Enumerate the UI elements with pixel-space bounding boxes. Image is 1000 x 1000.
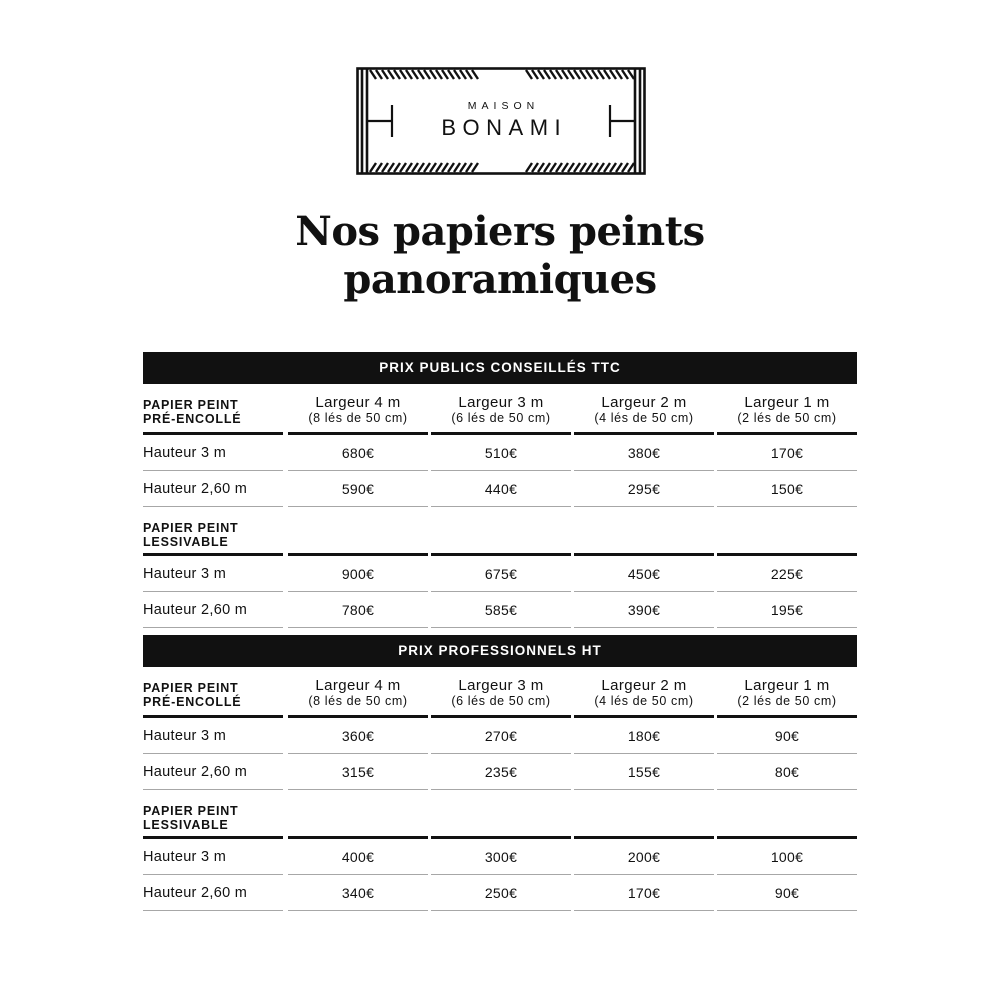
- row-label: Hauteur 2,60 m: [143, 602, 248, 618]
- price-cell: 450€: [627, 566, 661, 582]
- price-cell: 590€: [341, 481, 375, 497]
- group-name-line2: PRÉ-ENCOLLÉ: [143, 695, 242, 709]
- row-rule: [717, 874, 857, 875]
- group-name: [143, 804, 239, 832]
- group-rule: [143, 715, 283, 718]
- column-header: [574, 395, 714, 425]
- page-title-line1: Nos papiers peints: [295, 208, 705, 255]
- column-width-label: Largeur 1 m: [744, 677, 830, 694]
- price-cell: 340€: [341, 885, 375, 901]
- column-width-label: Largeur 4 m: [315, 394, 401, 411]
- column-width-sub: (8 lés de 50 cm): [308, 411, 408, 425]
- group-name-line1: PAPIER PEINT: [143, 804, 239, 818]
- row-rule: [717, 470, 857, 471]
- row-rule: [288, 470, 428, 471]
- price-cell: 225€: [770, 566, 804, 582]
- row-rule: [431, 753, 571, 754]
- row-rule: [431, 627, 571, 628]
- price-cell: 180€: [627, 728, 661, 744]
- row-rule: [717, 910, 857, 911]
- row-rule: [431, 874, 571, 875]
- row-rule: [431, 470, 571, 471]
- column-rule: [574, 432, 714, 435]
- row-label: Hauteur 3 m: [143, 445, 227, 461]
- price-cell: 150€: [770, 481, 804, 497]
- column-width-sub: (8 lés de 50 cm): [308, 694, 408, 708]
- section-header: PRIX PROFESSIONNELS HT: [143, 635, 857, 667]
- column-header: [717, 678, 857, 708]
- column-width-label: Largeur 3 m: [458, 677, 544, 694]
- row-rule: [288, 874, 428, 875]
- price-cell: 270€: [484, 728, 518, 744]
- row-rule: [431, 506, 571, 507]
- column-header: [431, 395, 571, 425]
- price-cell: 100€: [770, 849, 804, 865]
- price-cell: 80€: [774, 764, 800, 780]
- price-cell: 400€: [341, 849, 375, 865]
- price-cell: 315€: [341, 764, 375, 780]
- group-name: [143, 521, 239, 549]
- column-rule: [288, 553, 428, 556]
- row-rule: [717, 789, 857, 790]
- row-rule: [717, 506, 857, 507]
- price-cell: 250€: [484, 885, 518, 901]
- row-label: Hauteur 3 m: [143, 728, 227, 744]
- column-rule: [574, 553, 714, 556]
- row-label: Hauteur 2,60 m: [143, 885, 248, 901]
- price-cell: 675€: [484, 566, 518, 582]
- column-width-label: Largeur 4 m: [315, 677, 401, 694]
- row-rule: [574, 753, 714, 754]
- price-cell: 90€: [774, 885, 800, 901]
- column-rule: [288, 715, 428, 718]
- row-rule: [574, 627, 714, 628]
- price-cell: 295€: [627, 481, 661, 497]
- column-width-sub: (2 lés de 50 cm): [737, 694, 837, 708]
- brand-logo: [356, 67, 646, 175]
- row-rule: [288, 591, 428, 592]
- column-width-sub: (6 lés de 50 cm): [451, 411, 551, 425]
- row-rule: [143, 874, 283, 875]
- price-cell: 235€: [484, 764, 518, 780]
- column-rule: [574, 836, 714, 839]
- row-label: Hauteur 3 m: [143, 566, 227, 582]
- group-name-line1: PAPIER PEINT: [143, 398, 239, 412]
- column-rule: [717, 432, 857, 435]
- column-rule: [717, 836, 857, 839]
- column-width-label: Largeur 2 m: [601, 394, 687, 411]
- price-cell: 155€: [627, 764, 661, 780]
- page-title-line2: panoramiques: [343, 256, 657, 303]
- price-cell: 200€: [627, 849, 661, 865]
- row-rule: [574, 910, 714, 911]
- price-cell: 680€: [341, 445, 375, 461]
- group-rule: [143, 836, 283, 839]
- price-cell: 510€: [484, 445, 518, 461]
- section-header: PRIX PUBLICS CONSEILLÉS TTC: [143, 352, 857, 384]
- column-width-sub: (2 lés de 50 cm): [737, 411, 837, 425]
- row-rule: [288, 910, 428, 911]
- row-rule: [717, 627, 857, 628]
- column-width-label: Largeur 1 m: [744, 394, 830, 411]
- column-header: [288, 678, 428, 708]
- group-name: [143, 398, 241, 426]
- column-rule: [431, 715, 571, 718]
- row-rule: [143, 591, 283, 592]
- row-rule: [574, 506, 714, 507]
- column-rule: [717, 553, 857, 556]
- group-name-line2: LESSIVABLE: [143, 818, 229, 832]
- column-rule: [431, 432, 571, 435]
- row-rule: [143, 910, 283, 911]
- row-rule: [143, 789, 283, 790]
- row-label: Hauteur 2,60 m: [143, 764, 248, 780]
- group-rule: [143, 553, 283, 556]
- row-label: Hauteur 2,60 m: [143, 481, 248, 497]
- price-cell: 380€: [627, 445, 661, 461]
- group-name: [143, 681, 241, 709]
- price-cell: 585€: [484, 602, 518, 618]
- row-rule: [574, 874, 714, 875]
- price-cell: 390€: [627, 602, 661, 618]
- column-rule: [574, 715, 714, 718]
- row-rule: [143, 470, 283, 471]
- group-name-line1: PAPIER PEINT: [143, 521, 239, 535]
- row-rule: [717, 591, 857, 592]
- page-title: [0, 208, 1000, 304]
- column-header: [431, 678, 571, 708]
- column-rule: [431, 553, 571, 556]
- row-rule: [288, 753, 428, 754]
- group-name-line1: PAPIER PEINT: [143, 681, 239, 695]
- column-header: [574, 678, 714, 708]
- row-rule: [143, 753, 283, 754]
- column-width-sub: (6 lés de 50 cm): [451, 694, 551, 708]
- column-header: [717, 395, 857, 425]
- price-cell: 170€: [770, 445, 804, 461]
- row-rule: [431, 591, 571, 592]
- row-rule: [143, 627, 283, 628]
- row-rule: [288, 627, 428, 628]
- row-rule: [431, 789, 571, 790]
- column-rule: [288, 432, 428, 435]
- logo-bonami: BONAMI: [441, 115, 568, 140]
- column-rule: [431, 836, 571, 839]
- price-cell: 300€: [484, 849, 518, 865]
- price-cell: 780€: [341, 602, 375, 618]
- row-rule: [574, 470, 714, 471]
- price-cell: 170€: [627, 885, 661, 901]
- column-rule: [288, 836, 428, 839]
- logo-maison: MAISON: [467, 100, 540, 112]
- row-rule: [574, 591, 714, 592]
- column-width-label: Largeur 2 m: [601, 677, 687, 694]
- column-width-sub: (4 lés de 50 cm): [594, 411, 694, 425]
- row-rule: [143, 506, 283, 507]
- price-cell: 360€: [341, 728, 375, 744]
- price-cell: 440€: [484, 481, 518, 497]
- row-rule: [288, 506, 428, 507]
- row-rule: [574, 789, 714, 790]
- group-name-line2: PRÉ-ENCOLLÉ: [143, 412, 242, 426]
- row-label: Hauteur 3 m: [143, 849, 227, 865]
- column-width-label: Largeur 3 m: [458, 394, 544, 411]
- price-cell: 195€: [770, 602, 804, 618]
- column-width-sub: (4 lés de 50 cm): [594, 694, 694, 708]
- group-rule: [143, 432, 283, 435]
- row-rule: [431, 910, 571, 911]
- price-cell: 900€: [341, 566, 375, 582]
- price-cell: 90€: [774, 728, 800, 744]
- row-rule: [717, 753, 857, 754]
- group-name-line2: LESSIVABLE: [143, 535, 229, 549]
- column-rule: [717, 715, 857, 718]
- column-header: [288, 395, 428, 425]
- row-rule: [288, 789, 428, 790]
